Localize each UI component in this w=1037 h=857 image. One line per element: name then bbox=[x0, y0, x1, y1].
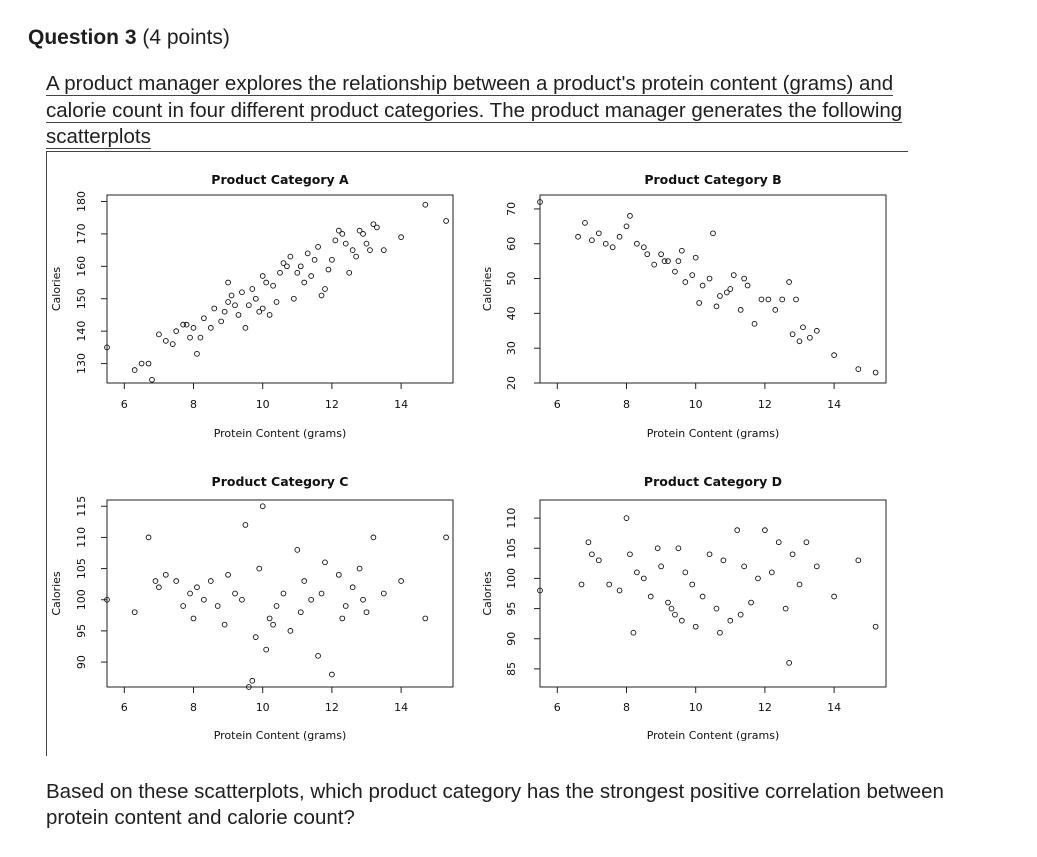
data-point bbox=[364, 241, 369, 246]
question-number: Question 3 bbox=[28, 26, 137, 49]
y-tick-label: 170 bbox=[75, 223, 88, 245]
data-point bbox=[707, 552, 712, 557]
question-points: (4 points) bbox=[142, 26, 230, 49]
data-point bbox=[288, 254, 293, 259]
question-followup: Based on these scatterplots, which product category has the strongest positive correlation between protein content and calorie count? bbox=[46, 780, 944, 829]
data-point bbox=[323, 560, 328, 565]
data-point bbox=[766, 297, 771, 302]
data-point bbox=[607, 582, 612, 587]
scatterplot-1 bbox=[50, 172, 453, 440]
x-axis-label: Protein Content (grams) bbox=[213, 427, 347, 440]
data-point bbox=[250, 678, 255, 683]
data-point bbox=[590, 238, 595, 243]
data-point bbox=[742, 276, 747, 281]
data-point bbox=[673, 612, 678, 617]
x-tick-label: 6 bbox=[120, 398, 128, 411]
data-point bbox=[295, 547, 300, 552]
data-point bbox=[797, 339, 802, 344]
data-point bbox=[596, 558, 601, 563]
data-point bbox=[856, 367, 861, 372]
data-point bbox=[693, 624, 698, 629]
data-point bbox=[628, 552, 633, 557]
data-point bbox=[361, 597, 366, 602]
data-point bbox=[240, 597, 245, 602]
y-tick-label: 60 bbox=[505, 236, 518, 251]
data-point bbox=[222, 309, 227, 314]
y-tick-label: 50 bbox=[505, 271, 518, 286]
y-tick-label: 85 bbox=[505, 661, 518, 676]
data-point bbox=[873, 370, 878, 375]
data-point bbox=[350, 585, 355, 590]
plot-frame bbox=[540, 500, 886, 687]
data-point bbox=[222, 622, 227, 627]
data-point bbox=[801, 325, 806, 330]
data-point bbox=[718, 630, 723, 635]
x-tick-label: 6 bbox=[553, 398, 561, 411]
y-axis-label: Calories bbox=[481, 571, 494, 616]
x-tick-label: 14 bbox=[394, 398, 409, 411]
data-point bbox=[794, 297, 799, 302]
data-point bbox=[267, 616, 272, 621]
data-point bbox=[267, 313, 272, 318]
x-tick-label: 8 bbox=[190, 398, 197, 411]
data-point bbox=[264, 280, 269, 285]
data-point bbox=[226, 280, 231, 285]
x-tick-label: 10 bbox=[688, 398, 703, 411]
data-point bbox=[423, 616, 428, 621]
data-point bbox=[586, 540, 591, 545]
data-point bbox=[309, 597, 314, 602]
x-tick-label: 8 bbox=[190, 701, 197, 714]
data-point bbox=[807, 335, 812, 340]
data-point bbox=[236, 313, 241, 318]
data-point bbox=[264, 647, 269, 652]
data-point bbox=[804, 540, 809, 545]
data-point bbox=[374, 225, 379, 230]
plot-frame bbox=[107, 500, 453, 687]
data-point bbox=[285, 264, 290, 269]
data-point bbox=[195, 351, 200, 356]
x-tick-label: 12 bbox=[324, 398, 339, 411]
data-point bbox=[215, 604, 220, 609]
data-point bbox=[700, 594, 705, 599]
data-point bbox=[634, 241, 639, 246]
data-point bbox=[157, 332, 162, 337]
x-tick-label: 6 bbox=[553, 701, 561, 714]
data-point bbox=[153, 579, 158, 584]
x-tick-label: 12 bbox=[757, 398, 772, 411]
data-point bbox=[271, 622, 276, 627]
data-point bbox=[330, 672, 335, 677]
data-point bbox=[624, 224, 629, 229]
y-tick-label: 95 bbox=[75, 623, 88, 638]
data-point bbox=[364, 610, 369, 615]
y-tick-label: 110 bbox=[75, 526, 88, 548]
data-point bbox=[354, 254, 359, 259]
scatterplot-4 bbox=[481, 474, 886, 742]
data-point bbox=[576, 234, 581, 239]
data-point bbox=[274, 604, 279, 609]
data-point bbox=[787, 280, 792, 285]
data-point bbox=[749, 600, 754, 605]
data-point bbox=[257, 566, 262, 571]
data-point bbox=[368, 248, 373, 253]
data-point bbox=[336, 228, 341, 233]
data-point bbox=[738, 307, 743, 312]
data-point bbox=[711, 231, 716, 236]
data-point bbox=[444, 535, 449, 540]
scatterplot-2 bbox=[481, 172, 886, 440]
x-axis-label: Protein Content (grams) bbox=[646, 427, 780, 440]
y-tick-label: 90 bbox=[505, 631, 518, 646]
data-point bbox=[728, 618, 733, 623]
data-point bbox=[790, 332, 795, 337]
y-tick-label: 70 bbox=[505, 201, 518, 216]
data-point bbox=[309, 274, 314, 279]
data-point bbox=[742, 564, 747, 569]
y-axis-label: Calories bbox=[50, 266, 63, 312]
data-point bbox=[814, 328, 819, 333]
data-point bbox=[756, 576, 761, 581]
data-point bbox=[738, 612, 743, 617]
data-point bbox=[170, 342, 175, 347]
data-point bbox=[347, 270, 352, 275]
data-point bbox=[381, 248, 386, 253]
x-tick-label: 6 bbox=[120, 701, 128, 714]
data-point bbox=[721, 558, 726, 563]
data-point bbox=[184, 322, 189, 327]
data-point bbox=[302, 579, 307, 584]
data-point bbox=[873, 624, 878, 629]
plot-title: Product Category B bbox=[644, 172, 782, 187]
y-tick-label: 100 bbox=[75, 589, 88, 611]
data-point bbox=[814, 564, 819, 569]
data-point bbox=[683, 570, 688, 575]
data-point bbox=[659, 252, 664, 257]
data-point bbox=[288, 629, 293, 634]
data-point bbox=[274, 300, 279, 305]
data-point bbox=[780, 297, 785, 302]
x-tick-label: 14 bbox=[394, 701, 409, 714]
data-point bbox=[624, 516, 629, 521]
data-point bbox=[260, 504, 265, 509]
y-tick-label: 115 bbox=[75, 495, 88, 517]
data-point bbox=[139, 361, 144, 366]
data-point bbox=[641, 576, 646, 581]
data-point bbox=[295, 270, 300, 275]
data-point bbox=[697, 301, 702, 306]
data-point bbox=[735, 528, 740, 533]
data-point bbox=[690, 582, 695, 587]
data-point bbox=[243, 523, 248, 528]
y-axis-label: Calories bbox=[50, 571, 63, 616]
data-point bbox=[243, 325, 248, 330]
data-point bbox=[323, 287, 328, 292]
y-tick-label: 180 bbox=[75, 190, 88, 212]
y-tick-label: 30 bbox=[505, 341, 518, 356]
data-point bbox=[648, 594, 653, 599]
data-point bbox=[157, 585, 162, 590]
data-point bbox=[371, 535, 376, 540]
data-point bbox=[333, 238, 338, 243]
data-point bbox=[693, 255, 698, 260]
data-point bbox=[652, 262, 657, 267]
plot-frame bbox=[107, 195, 453, 383]
plot-title: Product Category D bbox=[643, 474, 783, 489]
data-point bbox=[666, 600, 671, 605]
y-tick-label: 20 bbox=[505, 376, 518, 390]
data-point bbox=[330, 257, 335, 262]
data-point bbox=[336, 572, 341, 577]
data-point bbox=[381, 591, 386, 596]
data-point bbox=[714, 304, 719, 309]
data-point bbox=[163, 338, 168, 343]
data-point bbox=[174, 579, 179, 584]
data-point bbox=[700, 283, 705, 288]
data-point bbox=[201, 597, 206, 602]
data-point bbox=[208, 325, 213, 330]
y-tick-label: 140 bbox=[75, 320, 88, 342]
data-point bbox=[343, 604, 348, 609]
data-point bbox=[423, 202, 428, 207]
data-point bbox=[707, 276, 712, 281]
data-point bbox=[690, 273, 695, 278]
data-point bbox=[212, 306, 217, 311]
data-point bbox=[634, 570, 639, 575]
data-point bbox=[769, 570, 774, 575]
data-point bbox=[316, 244, 321, 249]
data-point bbox=[312, 257, 317, 262]
data-point bbox=[174, 329, 179, 334]
data-point bbox=[752, 321, 757, 326]
data-point bbox=[617, 588, 622, 593]
data-point bbox=[253, 635, 258, 640]
y-tick-label: 105 bbox=[75, 558, 88, 580]
data-point bbox=[191, 616, 196, 621]
data-point bbox=[298, 610, 303, 615]
y-tick-label: 160 bbox=[75, 255, 88, 277]
data-point bbox=[832, 594, 837, 599]
data-point bbox=[163, 572, 168, 577]
data-point bbox=[728, 287, 733, 292]
data-point bbox=[673, 269, 678, 274]
y-tick-label: 130 bbox=[75, 353, 88, 375]
data-point bbox=[659, 564, 664, 569]
question-prompt-text: A product manager explores the relationship between a product's protein content (grams) and calorie count in four different product categories. The product manager generates the following scatterplots bbox=[46, 72, 903, 148]
data-point bbox=[579, 582, 584, 587]
x-tick-label: 8 bbox=[623, 398, 630, 411]
y-tick-label: 110 bbox=[505, 507, 518, 529]
data-point bbox=[676, 259, 681, 264]
data-point bbox=[596, 231, 601, 236]
data-point bbox=[631, 630, 636, 635]
data-point bbox=[188, 335, 193, 340]
y-tick-label: 90 bbox=[75, 655, 88, 670]
data-point bbox=[281, 591, 286, 596]
data-point bbox=[246, 303, 251, 308]
data-point bbox=[590, 552, 595, 557]
data-point bbox=[226, 572, 231, 577]
x-tick-label: 14 bbox=[827, 398, 842, 411]
x-axis-label: Protein Content (grams) bbox=[213, 729, 347, 742]
data-point bbox=[676, 546, 681, 551]
data-point bbox=[226, 300, 231, 305]
data-point bbox=[361, 231, 366, 236]
y-axis-label: Calories bbox=[481, 266, 494, 312]
data-point bbox=[610, 245, 615, 250]
data-point bbox=[444, 219, 449, 224]
data-point bbox=[787, 660, 792, 665]
plot-title: Product Category C bbox=[211, 474, 349, 489]
data-point bbox=[399, 235, 404, 240]
y-tick-label: 105 bbox=[505, 537, 518, 559]
data-point bbox=[583, 220, 588, 225]
data-point bbox=[271, 283, 276, 288]
data-point bbox=[714, 606, 719, 611]
data-point bbox=[617, 234, 622, 239]
data-point bbox=[679, 618, 684, 623]
data-point bbox=[641, 245, 646, 250]
data-point bbox=[350, 248, 355, 253]
data-point bbox=[208, 579, 213, 584]
y-tick-label: 95 bbox=[505, 601, 518, 616]
data-point bbox=[229, 293, 234, 298]
plot-title: Product Category A bbox=[211, 172, 349, 187]
x-tick-label: 10 bbox=[255, 398, 270, 411]
data-point bbox=[146, 535, 151, 540]
y-tick-label: 150 bbox=[75, 288, 88, 310]
data-point bbox=[679, 248, 684, 253]
x-axis-label: Protein Content (grams) bbox=[646, 729, 780, 742]
data-point bbox=[319, 293, 324, 298]
data-point bbox=[645, 252, 650, 257]
data-point bbox=[783, 606, 788, 611]
data-point bbox=[298, 264, 303, 269]
data-point bbox=[655, 546, 660, 551]
plot-frame bbox=[540, 195, 886, 383]
y-tick-label: 40 bbox=[505, 306, 518, 321]
data-point bbox=[181, 604, 186, 609]
data-point bbox=[603, 241, 608, 246]
data-point bbox=[253, 296, 258, 301]
data-point bbox=[745, 283, 750, 288]
data-point bbox=[233, 303, 238, 308]
scatterplot-3 bbox=[50, 474, 453, 742]
data-point bbox=[132, 610, 137, 615]
data-point bbox=[776, 540, 781, 545]
data-point bbox=[316, 653, 321, 658]
data-point bbox=[250, 287, 255, 292]
x-tick-label: 12 bbox=[324, 701, 339, 714]
data-point bbox=[191, 325, 196, 330]
x-tick-label: 10 bbox=[688, 701, 703, 714]
data-point bbox=[201, 316, 206, 321]
data-point bbox=[233, 591, 238, 596]
data-point bbox=[773, 307, 778, 312]
data-point bbox=[669, 606, 674, 611]
data-point bbox=[718, 294, 723, 299]
data-point bbox=[291, 296, 296, 301]
x-tick-label: 8 bbox=[623, 701, 630, 714]
data-point bbox=[278, 270, 283, 275]
data-point bbox=[132, 368, 137, 373]
data-point bbox=[628, 213, 633, 218]
data-point bbox=[326, 267, 331, 272]
y-tick-label: 100 bbox=[505, 567, 518, 589]
data-point bbox=[856, 558, 861, 563]
data-point bbox=[832, 353, 837, 358]
data-point bbox=[219, 319, 224, 324]
data-point bbox=[357, 566, 362, 571]
data-point bbox=[319, 591, 324, 596]
data-point bbox=[305, 251, 310, 256]
data-point bbox=[150, 377, 155, 382]
data-point bbox=[790, 552, 795, 557]
data-point bbox=[759, 297, 764, 302]
data-point bbox=[731, 273, 736, 278]
data-point bbox=[198, 335, 203, 340]
data-point bbox=[302, 280, 307, 285]
data-point bbox=[240, 290, 245, 295]
data-point bbox=[683, 280, 688, 285]
x-tick-label: 14 bbox=[827, 701, 842, 714]
data-point bbox=[195, 585, 200, 590]
data-point bbox=[188, 591, 193, 596]
data-point bbox=[146, 361, 151, 366]
data-point bbox=[399, 579, 404, 584]
data-point bbox=[343, 241, 348, 246]
data-point bbox=[260, 306, 265, 311]
data-point bbox=[340, 616, 345, 621]
x-tick-label: 10 bbox=[255, 701, 270, 714]
x-tick-label: 12 bbox=[757, 701, 772, 714]
data-point bbox=[662, 259, 667, 264]
data-point bbox=[260, 274, 265, 279]
data-point bbox=[797, 582, 802, 587]
data-point bbox=[763, 528, 768, 533]
